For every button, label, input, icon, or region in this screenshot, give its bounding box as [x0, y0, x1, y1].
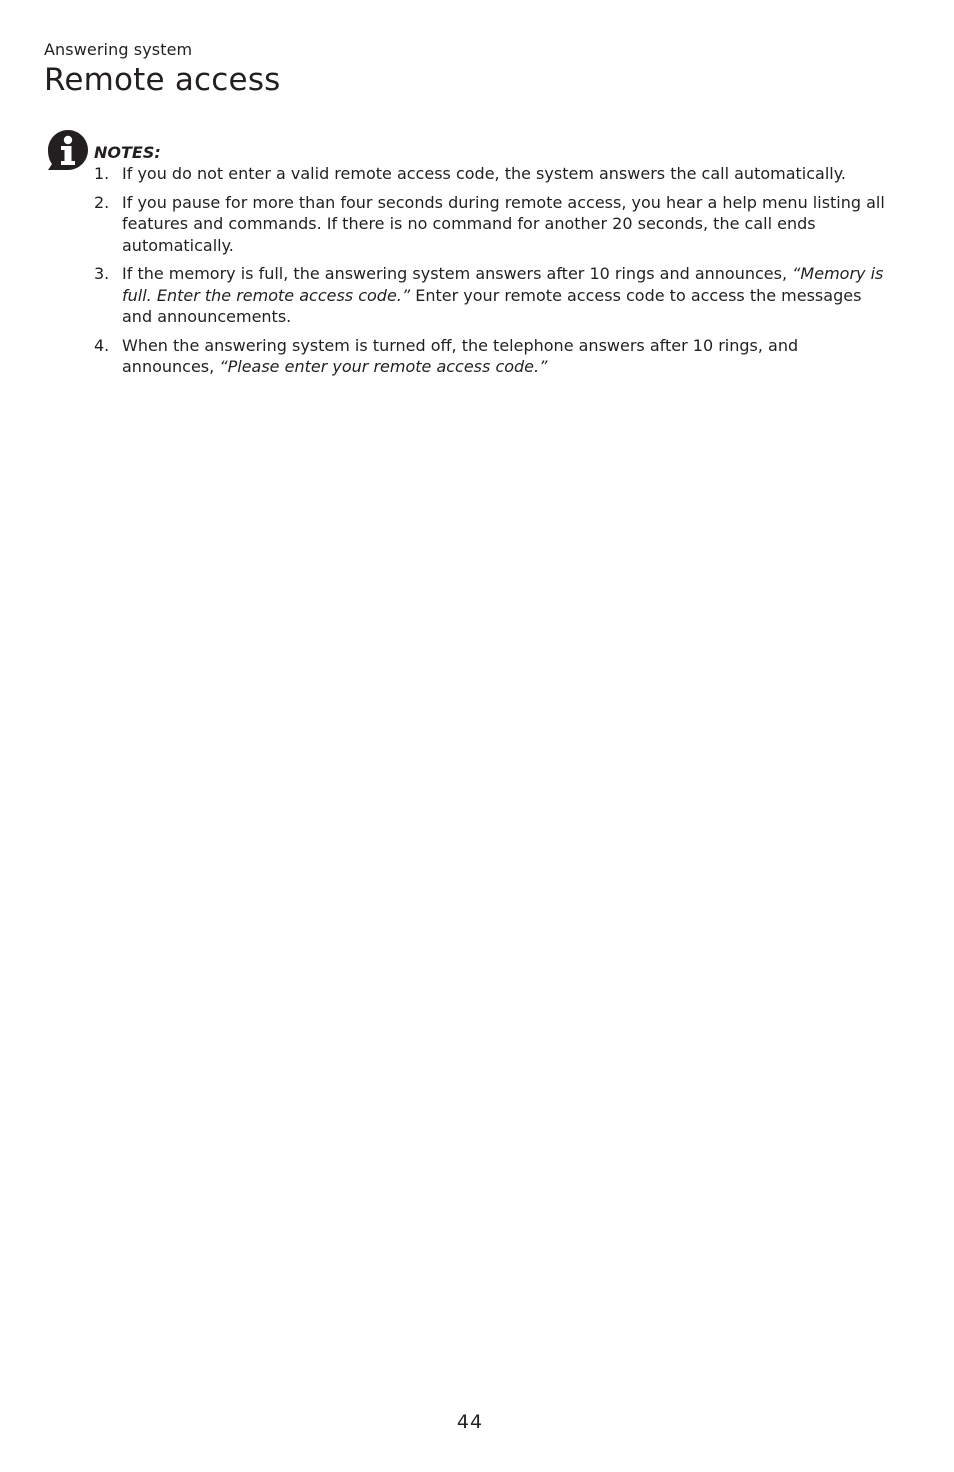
note-number: 2. — [94, 192, 110, 212]
note-number: 1. — [94, 164, 110, 183]
note-text: If you do not enter a valid remote access code, the system answers the call automatically. — [122, 164, 846, 183]
note-text-continued: Enter your remote access code to access the messages and announcements. — [122, 285, 862, 326]
note-item-1 — [94, 163, 894, 185]
page-title: Remote access — [44, 62, 281, 98]
note-text: When the answering system is turned off, the telephone answers after 10 rings, and announces, — [122, 335, 799, 376]
note-item-4 — [94, 335, 894, 378]
notes-block — [94, 142, 894, 385]
note-number: 3. — [94, 264, 110, 283]
info-icon — [46, 128, 90, 172]
notes-list — [94, 163, 894, 378]
note-quote: “Memory is full. Enter the remote access code.” — [122, 264, 884, 305]
notes-heading: NOTES: — [94, 143, 161, 162]
note-text: If you pause for more than four seconds during remote access, you hear a help menu listing all features and commands. If there is no command for another 20 seconds, the call ends automatically. — [122, 192, 885, 255]
note-quote: “Please enter your remote access code.” — [219, 357, 548, 376]
section-label: Answering system — [44, 40, 193, 59]
note-text: If the memory is full, the answering system answers after 10 rings and announces, — [122, 264, 793, 283]
note-item-2 — [94, 192, 894, 257]
note-number: 4. — [94, 335, 110, 355]
page-number: 44 — [456, 1411, 484, 1433]
note-item-3 — [94, 263, 894, 328]
